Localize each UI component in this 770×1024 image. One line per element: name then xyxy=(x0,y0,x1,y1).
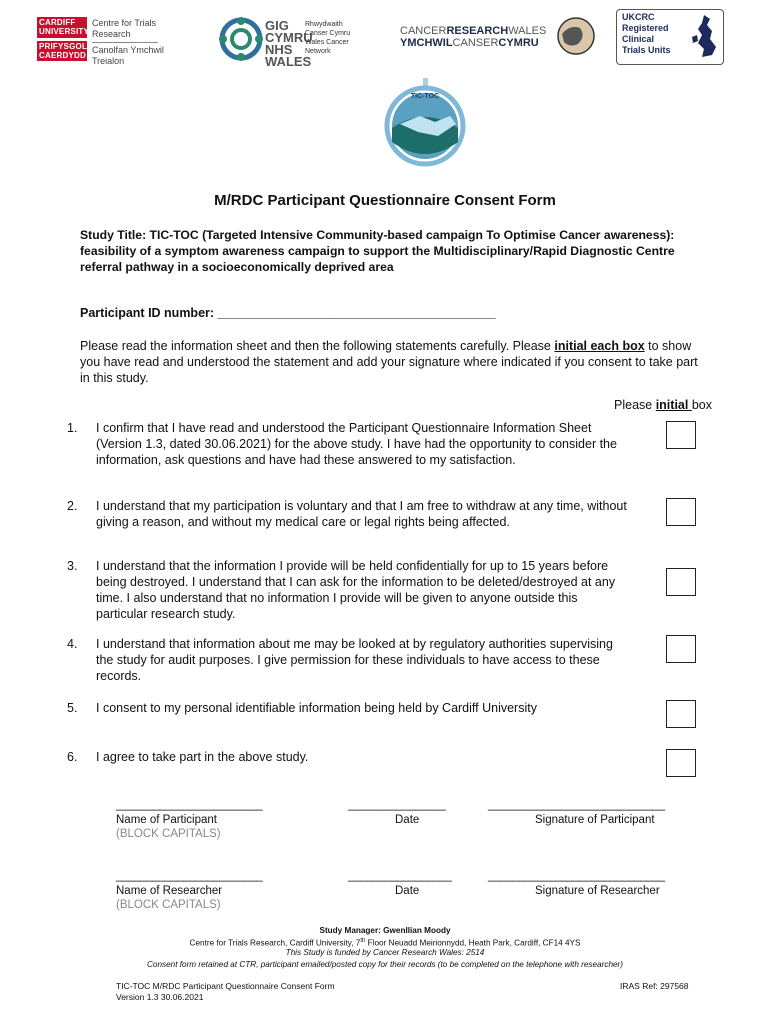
name-of-researcher-label: Name of Researcher xyxy=(116,885,223,897)
document-title: TIC-TOC M/RDC Participant Questionnaire Consent Form xyxy=(116,981,335,991)
initial-box-6[interactable] xyxy=(666,749,696,777)
ctr-address: Centre for Trials Research, Cardiff University, 7th Floor Neuadd Meirionnydd, Heath Park, Cardiff, CF14 4YS xyxy=(189,938,581,948)
uk-map-icon xyxy=(690,13,720,59)
consent-statement: 4. I understand that information about me may be looked at by regulatory authorities supervising the study for audit purposes. I give permission for these individuals to have access to these records. xyxy=(67,637,613,683)
researcher-date-label: Date xyxy=(395,885,420,897)
page-title: M/RDC Participant Questionnaire Consent Form xyxy=(214,192,556,209)
tic-toc-logo-icon xyxy=(380,76,470,168)
wales-cancer-network-text: Rhwydwaith Canser Cymru Wales Cancer Network xyxy=(305,21,351,55)
ukcrc-text: UKCRC Registered Clinical Trials Units xyxy=(622,12,671,55)
please-initial-box-label: Please initial box xyxy=(614,398,712,412)
wales-cancer-network-emblem-icon xyxy=(215,16,267,62)
signature-of-participant-label: Signature of Participant xyxy=(535,814,655,826)
participant-id-field[interactable]: Participant ID number: ________________________________________ xyxy=(80,306,496,320)
researcher-date-line[interactable]: _________________ xyxy=(348,870,452,882)
consent-statement: 6. I agree to take part in the above study. xyxy=(67,750,309,764)
block-capitals-note: (BLOCK CAPITALS) xyxy=(116,899,221,911)
ctr-english: Centre for Trials Research xyxy=(92,18,157,39)
consent-statement: 3. I understand that the information I provide will be held confidentially for up to 15 years before being destroyed. I understand that I can ask for the information to be deleted/destroyed at any time. I also understand that no information I provide will be given to anyone outside this particular research study. xyxy=(67,559,616,621)
study-title: Study Title: TIC-TOC (Targeted Intensive Community-based campaign To Optimise Cancer awareness): feasibility of a symptom awareness campaign to support the Multidisciplinary/Rapid Diagnostic Centre referral pathway in a socioeconomically deprived area xyxy=(80,228,675,274)
consent-statement: 1. I confirm that I have read and understood the Participant Questionnaire Information Sheet (Version 1.3, dated 30.06.2021) for the above study. I have had the opportunity to consider the information, ask questions and have had these answered to my satisfaction. xyxy=(67,421,617,467)
signature-of-researcher-label: Signature of Researcher xyxy=(535,885,660,897)
initial-box-4[interactable] xyxy=(666,635,696,663)
initial-box-3[interactable] xyxy=(666,568,696,596)
participant-signature-line[interactable]: _____________________________ xyxy=(488,799,665,811)
participant-date-label: Date xyxy=(395,814,420,826)
participant-name-line[interactable]: ________________________ xyxy=(116,799,263,811)
researcher-signature-line[interactable]: _____________________________ xyxy=(488,870,665,882)
initial-box-2[interactable] xyxy=(666,498,696,526)
cancer-research-wales-logo: CANCERRESEARCHWALES YMCHWILCANSERCYMRU xyxy=(400,25,547,49)
cardiff-logo-top: CARDIFF UNIVERSITY xyxy=(39,18,90,36)
nhs-wales-wordmark: GIG CYMRU NHS WALES xyxy=(265,18,313,69)
retention-note: Consent form retained at CTR, participant emailed/posted copy for their records (to be completed on the telephone with researcher) xyxy=(146,960,624,969)
name-of-participant-label: Name of Participant xyxy=(116,814,217,826)
ctr-welsh: Canolfan Ymchwil Treialon xyxy=(92,45,164,66)
initial-each-box-emphasis: initial each box xyxy=(554,339,645,353)
ctr-logo-text xyxy=(92,18,172,67)
document-version: Version 1.3 30.06.2021 xyxy=(116,992,204,1002)
globe-icon xyxy=(556,16,596,56)
initial-box-1[interactable] xyxy=(666,421,696,449)
block-capitals-note: (BLOCK CAPITALS) xyxy=(116,828,221,840)
cardiff-logo-bottom: PRIFYSGOL CAERDYDD xyxy=(39,42,88,60)
participant-date-line[interactable]: ________________ xyxy=(348,799,446,811)
researcher-name-line[interactable]: ________________________ xyxy=(116,870,263,882)
cardiff-university-logo xyxy=(37,17,90,63)
consent-statement: 2. I understand that my participation is voluntary and that I am free to withdraw at any time, without giving a reason, and without my medical care or legal rights being affected. xyxy=(67,499,627,529)
initial-box-5[interactable] xyxy=(666,700,696,728)
funding-note: This Study is funded by Cancer Research Wales: 2514 xyxy=(285,948,485,957)
instructions: Please read the information sheet and then the following statements carefully. Please initial each box to show you have read and understood the statement and add your signature where indicated if you consent to take part in this study. xyxy=(80,339,698,385)
document-footer xyxy=(116,981,335,1003)
tic-toc-label: TIC-TOC xyxy=(410,93,440,100)
consent-statement: 5. I consent to my personal identifiable information being held by Cardiff University xyxy=(67,701,537,715)
study-manager: Study Manager: Gwenllian Moody xyxy=(319,926,451,935)
iras-reference: IRAS Ref: 297568 xyxy=(620,981,689,991)
